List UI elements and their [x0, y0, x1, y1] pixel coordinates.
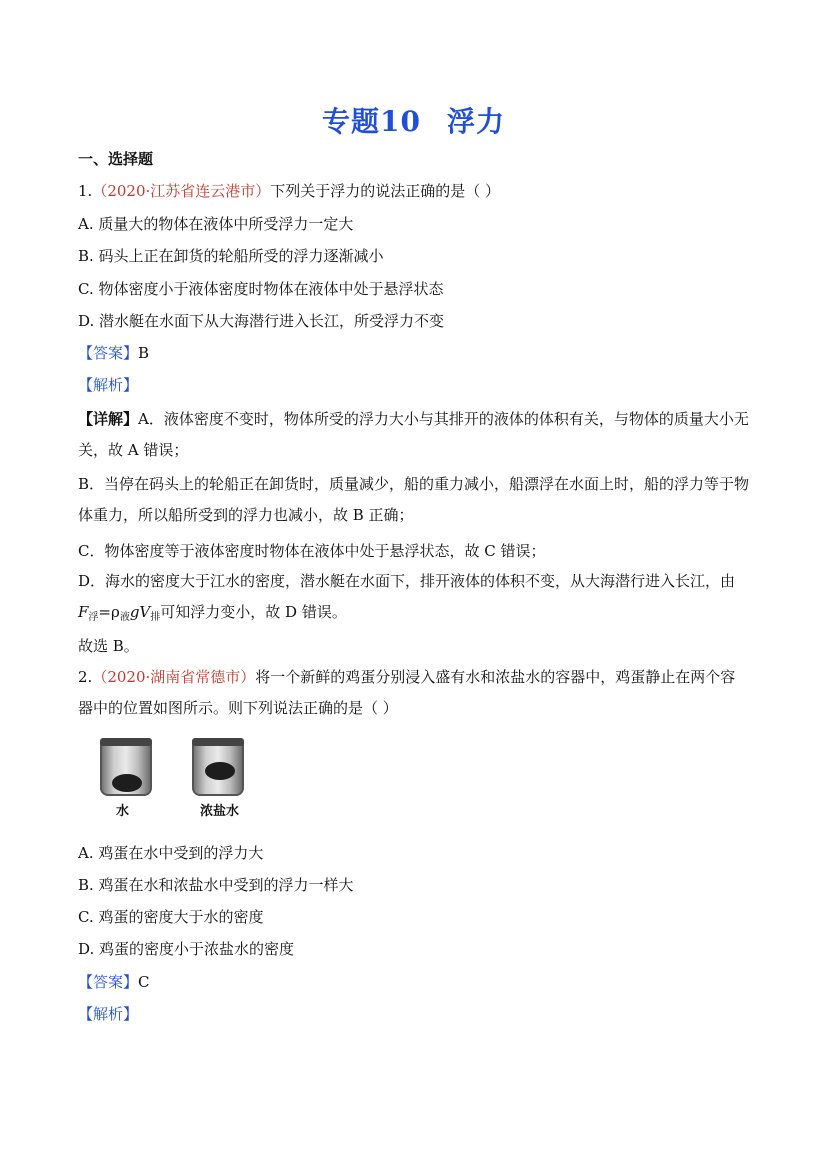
- option-b: B. 码头上正在卸货的轮船所受的浮力逐渐减小: [78, 247, 384, 265]
- label-water: 水: [116, 804, 130, 819]
- egg-beakers-figure: [100, 738, 270, 820]
- question-source: （2020·湖南省常德市）: [92, 668, 256, 686]
- option-d: D. 潜水艇在水面下从大海潜行进入长江，所受浮力不变: [78, 312, 445, 330]
- answer-line: [78, 971, 150, 993]
- detail-a: [78, 404, 750, 466]
- question-number: 1.: [78, 182, 93, 200]
- detail-a-text: A．液体密度不变时，物体所受的浮力大小与其排开的液体的体积有关，与物体的质量大小无关，故 A 错误；: [78, 410, 749, 459]
- title-topic: 浮力: [446, 105, 505, 138]
- detail-d-conclusion: 可知浮力变小，故 D 错误。: [160, 603, 347, 621]
- brine-beaker: [192, 738, 244, 796]
- formula-eq: =ρ: [98, 603, 120, 621]
- answer-value: B: [138, 344, 150, 362]
- formula-f: F: [78, 603, 89, 621]
- formula-sub-fu: 浮: [88, 612, 99, 623]
- egg-suspended: [205, 762, 235, 780]
- detail-b: B．当停在码头上的轮船正在卸货时，质量减少，船的重力减小，船漂浮在水面上时，船的浮力等于物体重力，所以船所受到的浮力也减小，故 B 正确；: [78, 475, 750, 524]
- label-brine: 浓盐水: [200, 804, 240, 819]
- question-1-stem: [78, 180, 500, 202]
- formula-gv: gV: [129, 603, 151, 621]
- option-b: B. 鸡蛋在水和浓盐水中受到的浮力一样大: [78, 876, 354, 894]
- conclusion: 故选 B。: [78, 637, 139, 655]
- question-number: 2.: [78, 668, 93, 686]
- answer-tag: 【答案】: [78, 344, 139, 362]
- beaker-rim: [192, 738, 244, 746]
- title-prefix: 专题: [322, 105, 381, 138]
- title-number: 10: [380, 105, 421, 138]
- detail-d: [78, 566, 750, 633]
- page-title: [0, 100, 827, 140]
- detail-tag: 【详解】: [78, 410, 139, 428]
- option-c: C. 鸡蛋的密度大于水的密度: [78, 908, 264, 926]
- option-c: C. 物体密度小于液体密度时物体在液体中处于悬浮状态: [78, 280, 444, 298]
- answer-tag: 【答案】: [78, 973, 139, 991]
- answer-line: [78, 342, 149, 364]
- beaker-rim: [100, 738, 152, 746]
- detail-d-text: D．海水的密度大于江水的密度，潜水艇在水面下，排开液体的体积不变，从大海潜行进入长江，由: [78, 572, 736, 590]
- formula-sub-pai: 排: [150, 612, 161, 623]
- detail-c: C．物体密度等于液体密度时物体在液体中处于悬浮状态，故 C 错误；: [78, 542, 546, 560]
- answer-value: C: [138, 973, 150, 991]
- question-source: （2020·江苏省连云港市）: [92, 182, 271, 200]
- analysis-tag: 【解析】: [78, 376, 139, 394]
- section-heading: 一、选择题: [78, 150, 154, 168]
- option-d: D. 鸡蛋的密度小于浓盐水的密度: [78, 940, 295, 958]
- option-a: A. 质量大的物体在液体中所受浮力一定大: [78, 215, 354, 233]
- formula-sub-ye: 液: [119, 612, 130, 623]
- egg-sunk: [112, 774, 142, 792]
- water-beaker: [100, 738, 152, 796]
- analysis-tag: 【解析】: [78, 1005, 139, 1023]
- question-text: 将一个新鲜的鸡蛋分别浸入盛有水和浓盐水的容器中，鸡蛋静止在两个容器中的位置如图所示。则下列说法正确的是（ ）: [78, 668, 736, 717]
- question-text: 下列关于浮力的说法正确的是（ ）: [270, 182, 501, 200]
- option-a: A. 鸡蛋在水中受到的浮力大: [78, 844, 264, 862]
- question-2-stem: [78, 662, 750, 724]
